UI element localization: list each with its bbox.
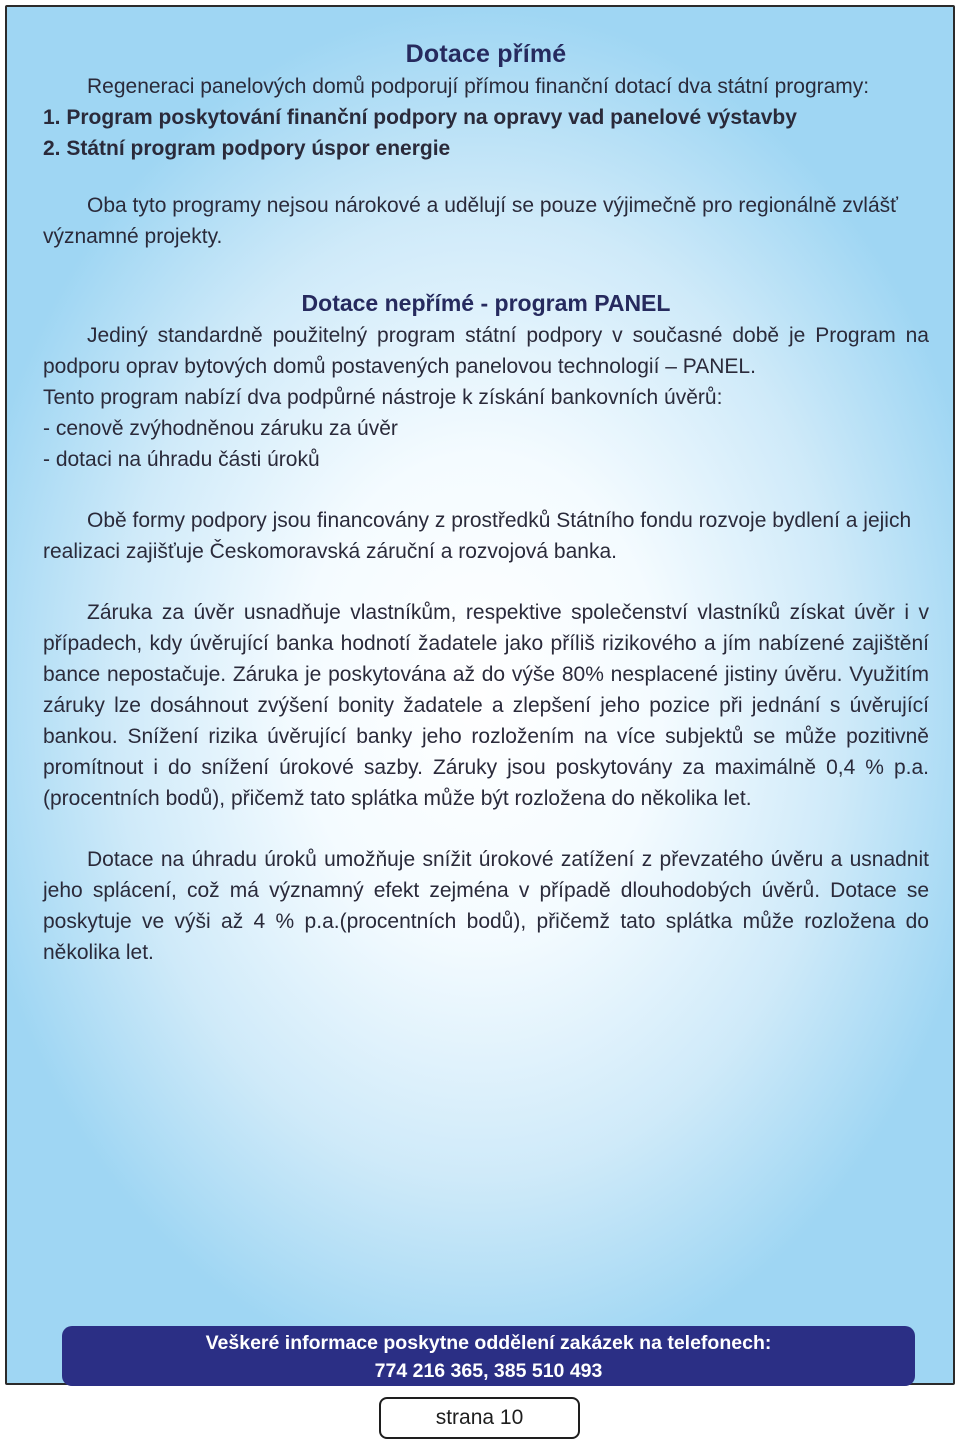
content-panel	[5, 5, 955, 1385]
program-item-1: 1. Program poskytování finanční podpory na opravy vad panelové výstavby	[43, 106, 797, 129]
panel-tools-intro: Tento program nabízí dva podpůrné nástroje k získání bankovních úvěrů:	[43, 386, 723, 409]
contact-phone-numbers: 774 216 365, 385 510 493	[374, 1360, 603, 1382]
direct-subsidies-note: Oba tyto programy nejsou nárokové a udělují se pouze výjimečně pro regionálně zvlášť významné projekty.	[43, 194, 898, 248]
section-title-panel-program: Dotace nepřímé - program PANEL	[301, 290, 671, 316]
spacer	[43, 814, 929, 844]
section-title-direct-subsidies: Dotace přímé	[405, 40, 567, 68]
page-number: strana 10	[379, 1397, 580, 1439]
panel-tool-item: - dotaci na úhradu části úroků	[43, 448, 320, 471]
spacer	[43, 475, 929, 505]
spacer	[43, 164, 929, 190]
contact-banner-text: Veškeré informace poskytne oddělení zakázek na telefonech:	[205, 1332, 772, 1354]
interest-subsidy-paragraph: Dotace na úhradu úroků umožňuje snížit úrokové zatížení z převzatého úvěru a usnadnit jeho splácení, což má významný efekt zejména v případě dlouhodobých úvěrů. Dotace se poskytuje ve výši až 4 % p.a.(procentních bodů), přičemž tato splátka může rozložena do několika let.	[43, 848, 929, 964]
page-content	[43, 37, 929, 968]
direct-subsidies-intro: Regeneraci panelových domů podporují přímou finanční dotací dva státní programy:	[87, 75, 870, 98]
program-item-2: 2. Státní program podpory úspor energie	[43, 137, 451, 160]
funding-paragraph: Obě formy podpory jsou financovány z prostředků Státního fondu rozvoje bydlení a jejich realizaci zajišťuje Českomoravská záruční a rozvojová banka.	[43, 509, 912, 563]
spacer	[43, 252, 929, 286]
spacer	[43, 567, 929, 597]
loan-guarantee-paragraph: Záruka za úvěr usnadňuje vlastníkům, respektive společenství vlastníků získat úvěr i v případech, kdy úvěrující banka hodnotí žadatele jako příliš rizikového a jím nabízené zajištění bance nepostačuje. Záruka je poskytována až do výše 80% nesplacené jistiny úvěru. Využitím záruky lze dosáhnout zvýšení bonity žadatele a zlepšení jeho pozice při jednání s úvěrující bankou. Snížení rizika úvěrující banky jeho rozložením na více subjektů se může pozitivně promítnout i do snížení úrokové sazby. Záruky jsou poskytovány za maximálně 0,4 % p.a.(procentních bodů), přičemž tato splátka může být rozložena do několika let.	[43, 601, 929, 810]
panel-tool-item: - cenově zvýhodněnou záruku za úvěr	[43, 417, 398, 440]
contact-banner	[62, 1326, 915, 1386]
panel-program-description: Jediný standardně použitelný program státní podpory v současné době je Program na podporu oprav bytových domů postavených panelovou technologií – PANEL.	[43, 324, 929, 378]
